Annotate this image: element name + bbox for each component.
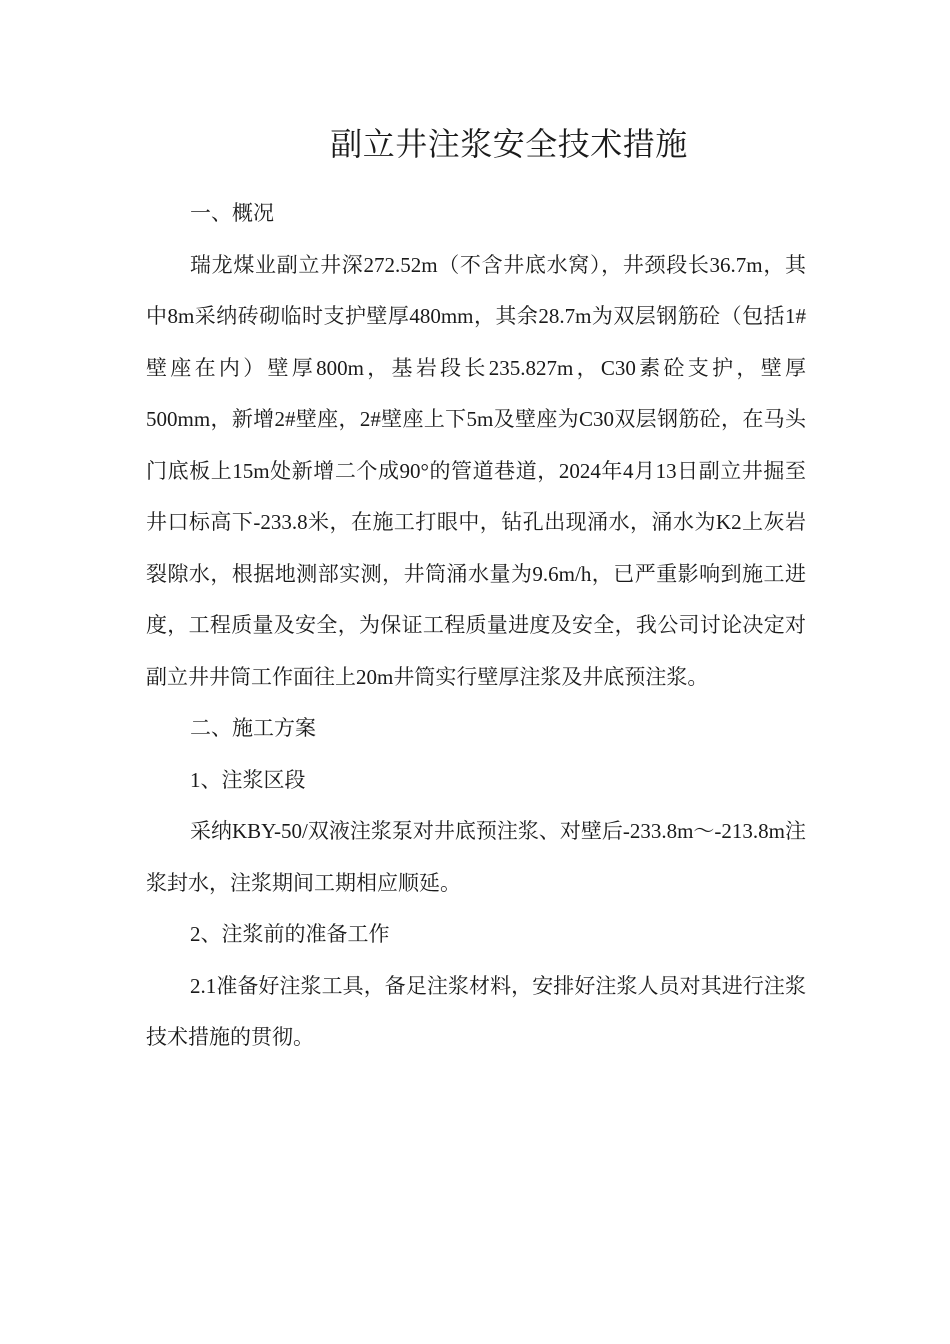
subheading-preparation-work: 2、注浆前的准备工作 [190,922,390,946]
document-body [146,188,806,1064]
section-heading-overview: 一、概况 [190,201,274,225]
document-title: 副立井注浆安全技术措施 [330,126,688,162]
section-heading-construction-plan: 二、施工方案 [190,716,316,740]
subheading-grouting-section: 1、注浆区段 [190,767,306,792]
grouting-section-paragraph: 采纳KBY-50/双液注浆泵对井底预注浆、对壁后-233.8m～-213.8m注浆封水，注浆期间工期相应顺延。 [146,819,806,895]
overview-paragraph: 瑞龙煤业副立井深272.52m（不含井底水窝），井颈段长36.7m，其中8m采纳砖砌临时支护壁厚480mm，其余28.7m为双层钢筋砼（包括1#壁座在内）壁厚800m，基岩段长235.827m，C30素砼支护，壁厚500mm，新增2#壁座，2#壁座上下5m及壁座为C30双层钢筋砼，在马头门底板上15m处新增二个成90°的管道巷道，2024年4月13日副立井掘至井口标高下-233.8米，在施工打眼中，钻孔出现涌水，涌水为K2上灰岩裂隙水，根据地测部实测，井筒涌水量为9.6m/h，已严重影响到施工进度，工程质量及安全，为保证工程质量进度及安全，我公司讨论决定对副立井井筒工作面往上20m井筒实行壁厚注浆及井底预注浆。 [146,252,806,689]
preparation-paragraph: 2.1准备好注浆工具，备足注浆材料，安排好注浆人员对其进行注浆技术措施的贯彻。 [146,973,806,1049]
